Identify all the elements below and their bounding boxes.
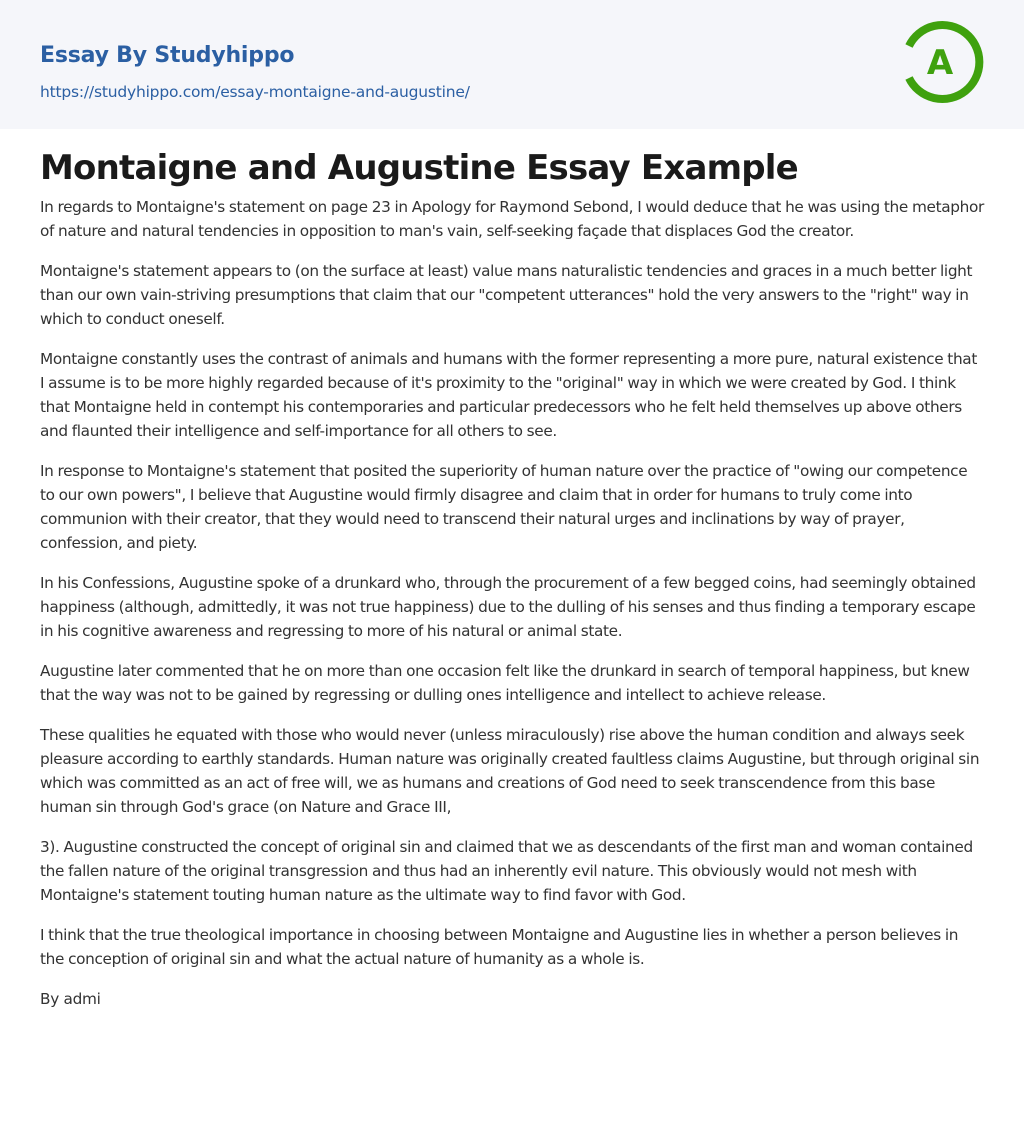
essay-paragraph-1: In regards to Montaigne's statement on page 23 in Apology for Raymond Sebond, I would deduce that he was using the metaphor of nature and natural tendencies in opposition to man's vain, self-seeking façade that displaces God the creator. bbox=[40, 198, 984, 240]
studyhippo-logo-icon[interactable] bbox=[900, 20, 984, 104]
essay-paragraph-5: In his Confessions, Augustine spoke of a drunkard who, through the procurement of a few begged coins, had seemingly obtained happiness (although, admittedly, it was not true happiness) due to the dulling of his senses and thus finding a temporary escape in his cognitive awareness and regressing to more of his natural or animal state. bbox=[40, 574, 976, 640]
essay-paragraph-7: These qualities he equated with those who would never (unless miraculously) rise above the human condition and always seek pleasure according to earthly standards. Human nature was originally created faultless claims Augustine, but through original sin which was committed as an act of free will, we as humans and creations of God need to seek transcendence from this base human sin through God's grace (on Nature and Grace III, bbox=[40, 726, 980, 816]
essay-paragraph-3: Montaigne constantly uses the contrast of animals and humans with the former representing a more pure, natural existence that I assume is to be more highly regarded because of it's proximity to the "original" way in which we were created by God. I think that Montaigne held in contempt his contemporaries and particular predecessors who he felt held themselves up above others and flaunted their intelligence and self-importance for all others to see. bbox=[40, 350, 977, 440]
essay-paragraph-8: 3). Augustine constructed the concept of original sin and claimed that we as descendants of the first man and woman contained the fallen nature of the original transgression and thus had an inherently evil nature. This obviously would not mesh with Montaigne's statement touting human nature as the ultimate way to find favor with God. bbox=[40, 838, 973, 904]
brand-title: Essay By Studyhippo bbox=[40, 43, 295, 68]
essay-paragraph-2: Montaigne's statement appears to (on the surface at least) value mans naturalistic tendencies and graces in a much better light than our own vain-striving presumptions that claim that our "competent utterances" hold the very answers to the "right" way in which to conduct oneself. bbox=[40, 262, 973, 328]
essay-paragraph-6: Augustine later commented that he on more than one occasion felt like the drunkard in search of temporal happiness, but knew that the way was not to be gained by regressing or dulling ones intelligence and intellect to achieve release. bbox=[40, 662, 970, 704]
essay-content bbox=[0, 147, 1024, 1051]
page-title: Montaigne and Augustine Essay Example bbox=[40, 148, 798, 188]
essay-url-link[interactable]: https://studyhippo.com/essay-montaigne-and-augustine/ bbox=[40, 83, 470, 101]
logo-letter: A bbox=[926, 43, 954, 83]
logo-arc-icon bbox=[900, 20, 984, 104]
author-byline: By admi bbox=[40, 990, 101, 1008]
essay-paragraph-9: I think that the true theological importance in choosing between Montaigne and Augustine lies in whether a person believes in the conception of original sin and what the actual nature of humanity as a whole is. bbox=[40, 926, 959, 968]
essay-paragraph-4: In response to Montaigne's statement that posited the superiority of human nature over the practice of "owing our competence to our own powers", I believe that Augustine would firmly disagree and claim that in order for humans to truly come into communion with their creator, that they would need to transcend their natural urges and inclinations by way of prayer, confession, and piety. bbox=[40, 462, 968, 552]
site-header bbox=[0, 0, 1024, 129]
